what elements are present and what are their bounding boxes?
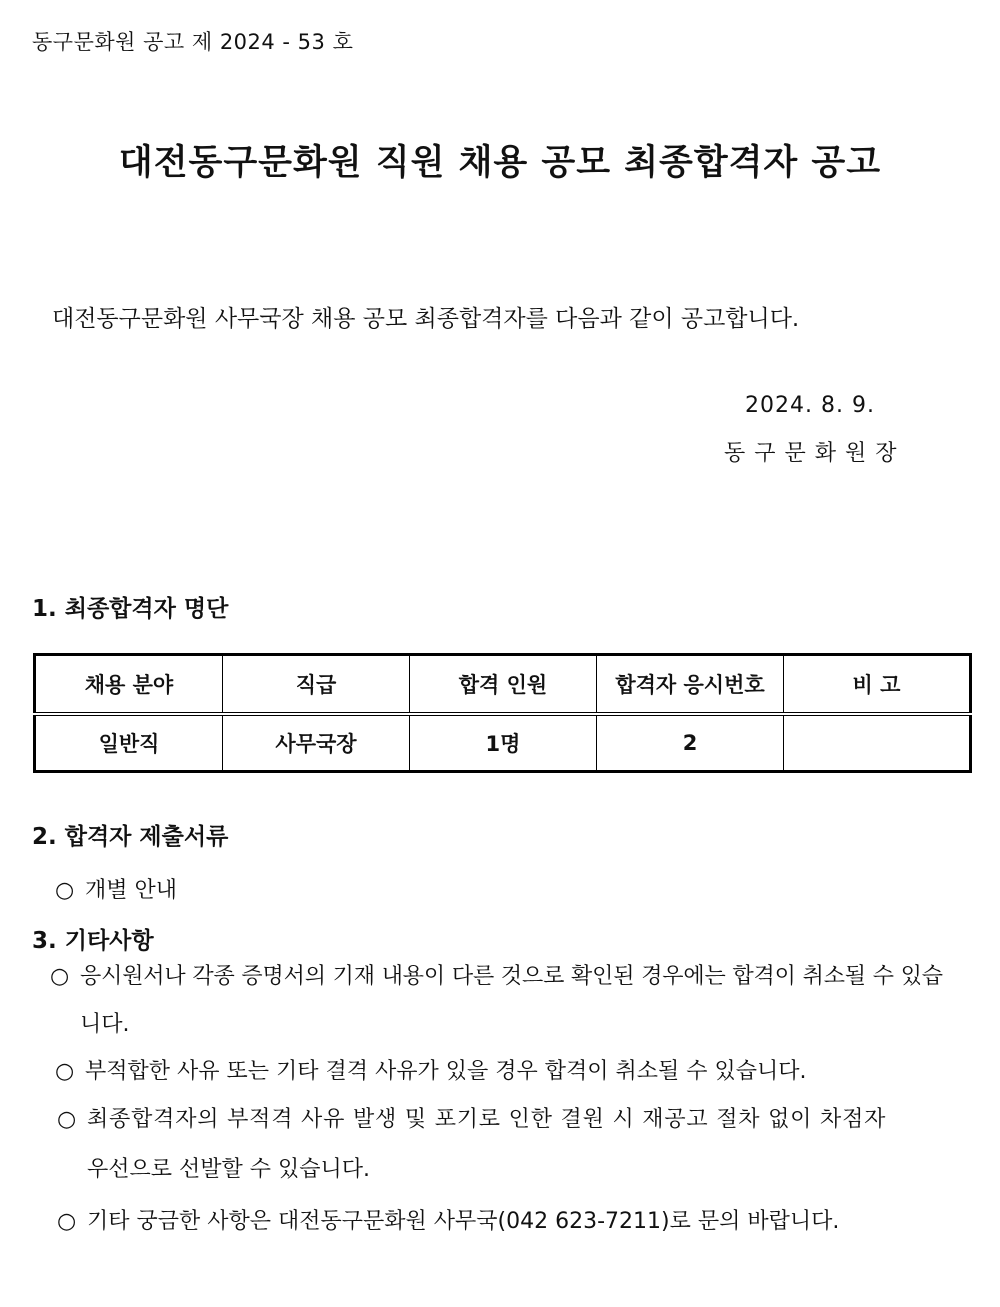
bullet-icon: ○ (55, 1059, 75, 1084)
bullet-icon: ○ (55, 878, 75, 903)
page-title: 대전동구문화원 직원 채용 공모 최종합격자 공고 (118, 143, 882, 183)
issuer-name: 동구문화원장 (724, 441, 906, 466)
list-item-continuation: 우선으로 선발할 수 있습니다. (87, 1157, 370, 1182)
result-table (33, 653, 972, 773)
list-item-text: 최종합격자의 부적격 사유 발생 및 포기로 인한 결원 시 재공고 절차 없이 차점자 (87, 1107, 887, 1132)
table-header-field: 채용 분야 (35, 655, 223, 715)
list-item (57, 1102, 886, 1133)
table-header-row (35, 655, 971, 715)
list-item (57, 1204, 839, 1235)
list-item-continuation: 니다. (80, 1012, 130, 1037)
list-item-text: 기타 궁금한 사항은 대전동구문화원 사무국(042 623-7211)로 문의 바랍니다. (87, 1209, 840, 1234)
list-item (55, 1054, 806, 1085)
section2-heading: 2. 합격자 제출서류 (32, 824, 229, 850)
table-header-grade: 직급 (223, 655, 410, 715)
cell-applicant-number: 2 (597, 714, 784, 772)
intro-text: 대전동구문화원 사무국장 채용 공모 최종합격자를 다음과 같이 공고합니다. (52, 306, 800, 332)
table-header-count: 합격 인원 (410, 655, 597, 715)
bullet-icon: ○ (50, 964, 70, 989)
bullet-icon: ○ (57, 1107, 77, 1132)
section3-heading: 3. 기타사항 (32, 928, 154, 954)
table-header-applicant-number: 합격자 응시번호 (597, 655, 784, 715)
section1-heading: 1. 최종합격자 명단 (32, 596, 229, 622)
cell-grade: 사무국장 (223, 714, 410, 772)
notice-number: 동구문화원 공고 제 2024 - 53 호 (32, 30, 354, 54)
list-item-text: 응시원서나 각종 증명서의 기재 내용이 다른 것으로 확인된 경우에는 합격이 취소될 수 있습 (80, 964, 943, 989)
list-item-text: 개별 안내 (85, 878, 178, 903)
bullet-icon: ○ (57, 1209, 77, 1234)
cell-remarks (784, 714, 971, 772)
list-item-text: 부적합한 사유 또는 기타 결격 사유가 있을 경우 합격이 취소될 수 있습니다. (85, 1059, 807, 1084)
table-header-remarks: 비 고 (784, 655, 971, 715)
list-item (55, 873, 177, 904)
list-item (50, 959, 943, 990)
notice-date: 2024. 8. 9. (745, 393, 875, 418)
cell-count: 1명 (410, 714, 597, 772)
cell-field: 일반직 (35, 714, 223, 772)
table-row (35, 714, 971, 772)
